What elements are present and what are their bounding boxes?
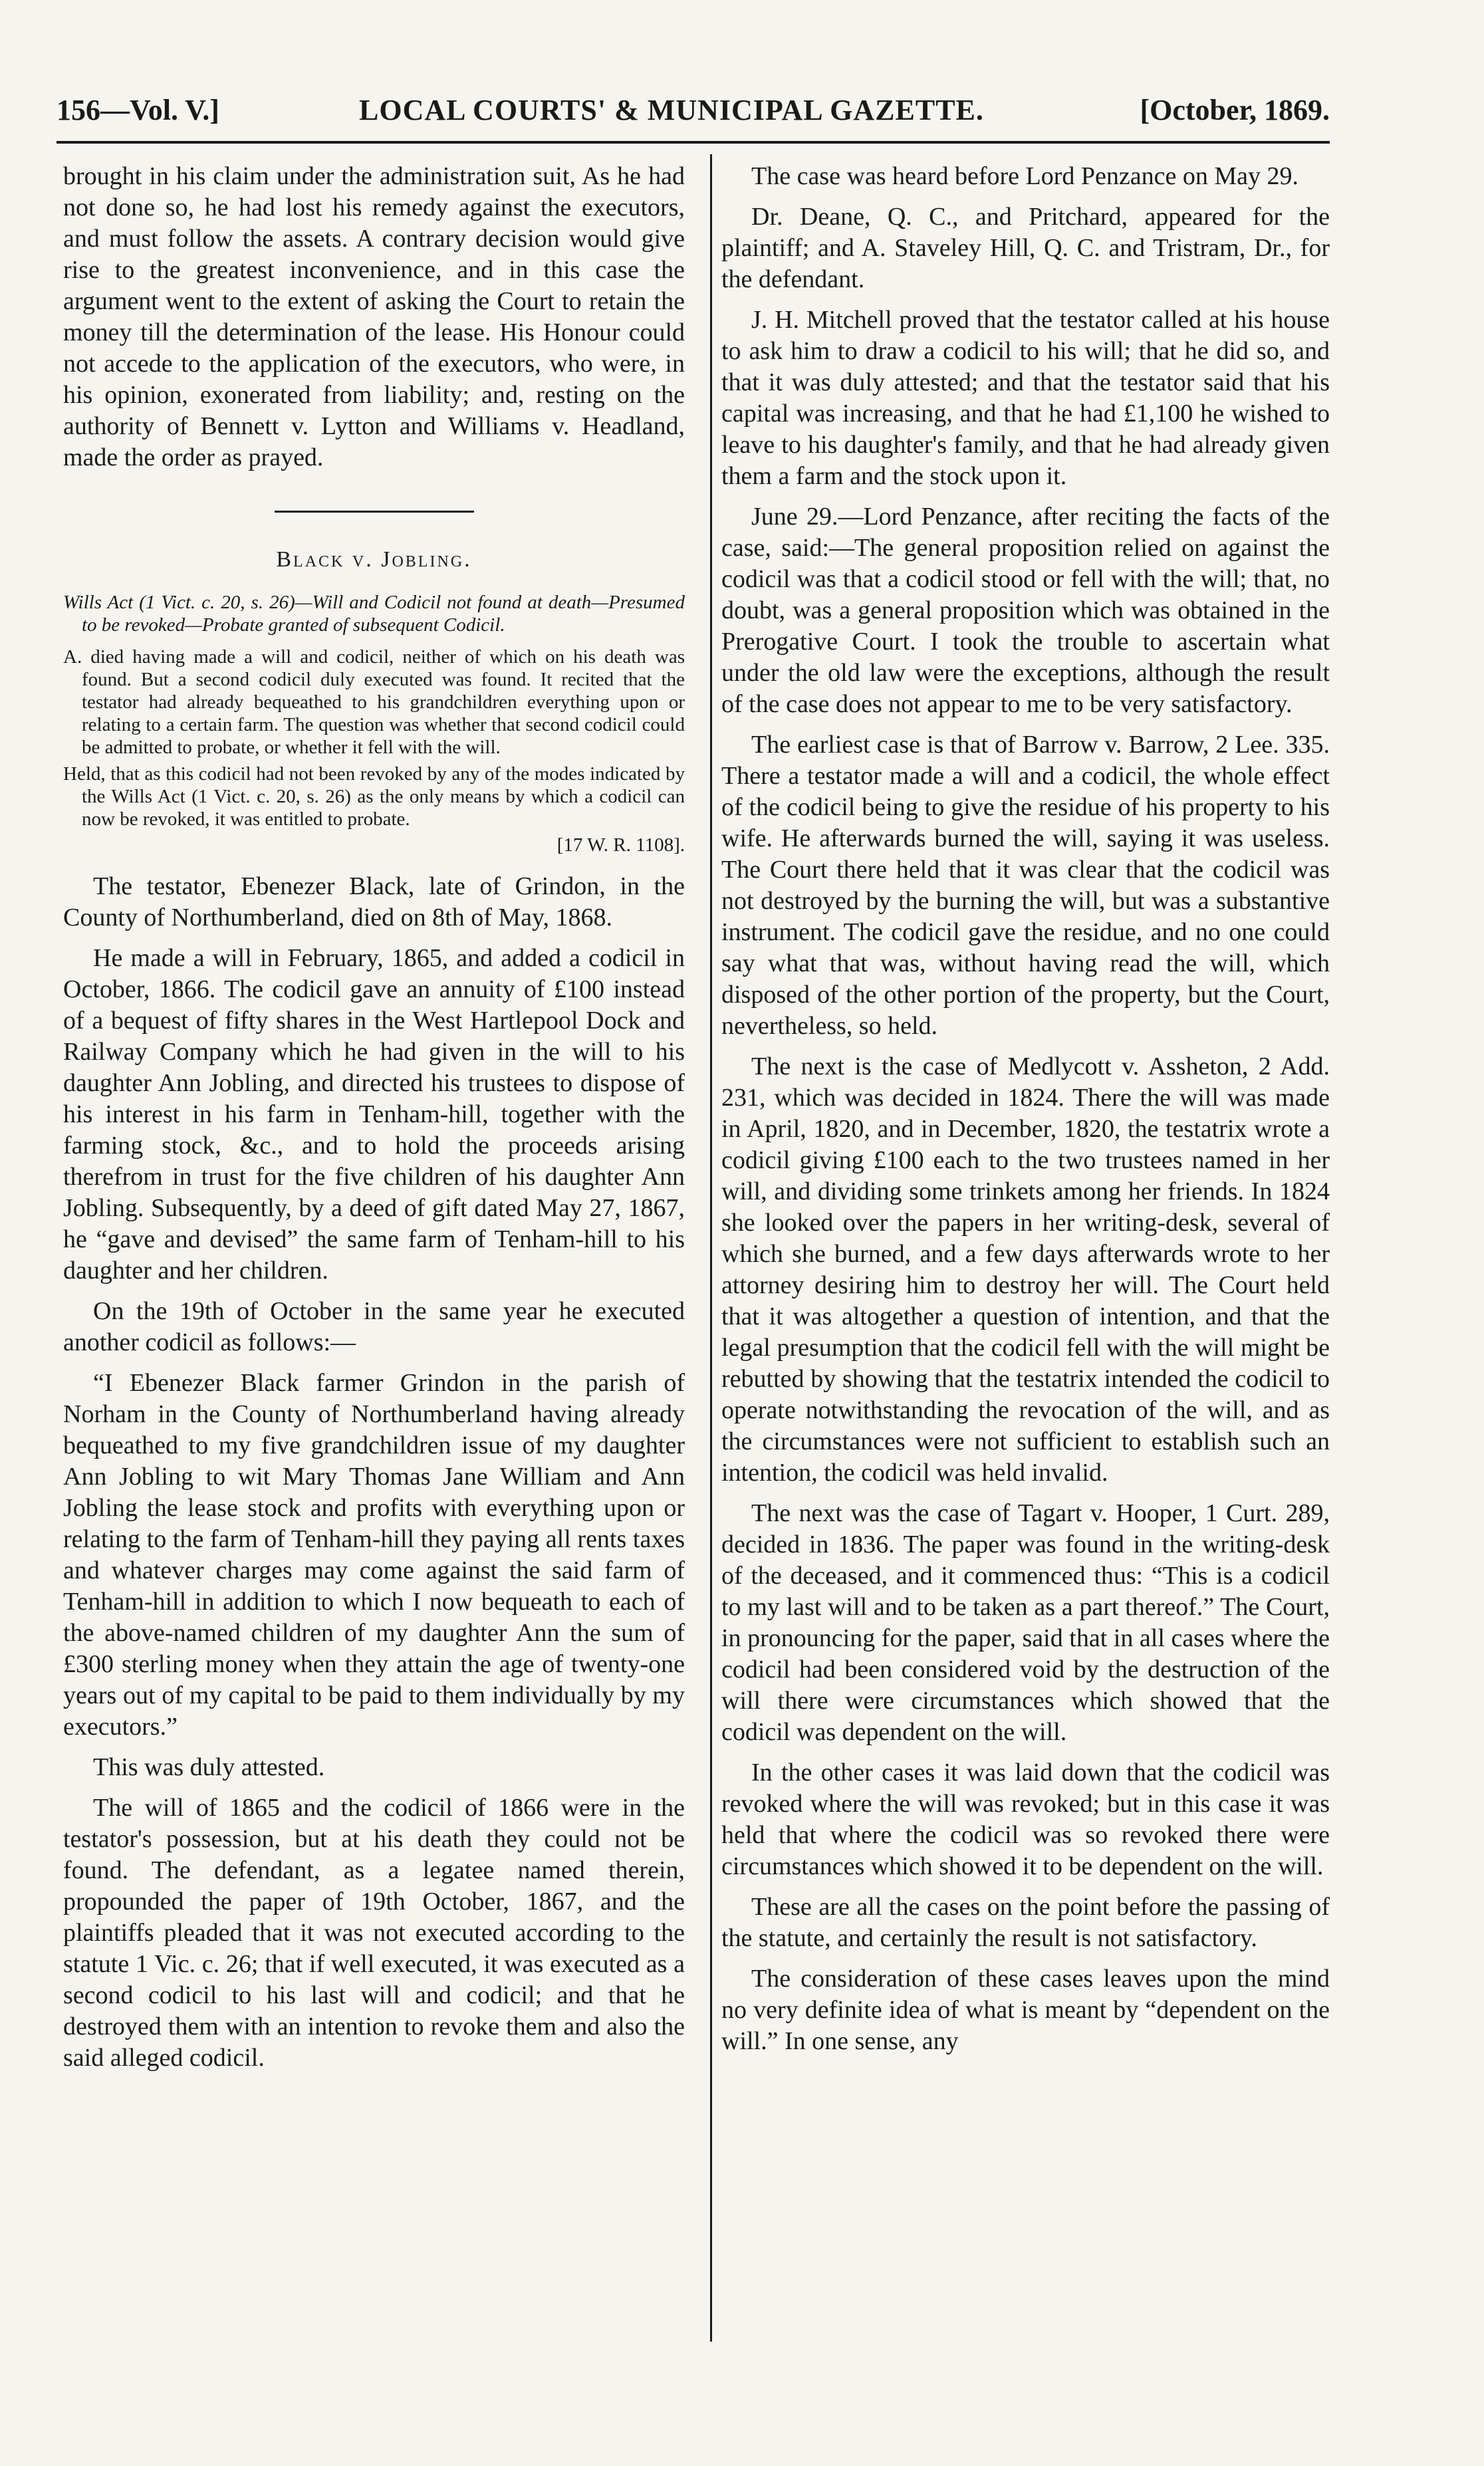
publication-title: LOCAL COURTS' & MUNICIPAL GAZETTE.	[359, 94, 984, 126]
right-paragraph-5: The earliest case is that of Barrow v. Barrow, 2 Lee. 335. There a testator made a will and a codicil, the whole effect of the codicil being to give the residue of his property to his wife. He afterwards burned the will, saying it was useless. The Court there held that it was clear that the codicil was not destroyed by the burning the will, but was a substantive instrument. The codicil gave the residue, and no one could say what that was, without having read the will, which disposed of the other portion of the property, but the Court, nevertheless, so held.	[721, 731, 1330, 1040]
right-paragraph-10: The consideration of these cases leaves upon the mind no very definite idea of what is meant by “dependent on the will.” In one sense, any	[721, 1965, 1330, 2055]
left-column	[63, 161, 685, 2083]
section-separator	[275, 511, 474, 513]
right-column	[721, 161, 1330, 2066]
case-summary-facts: A. died having made a will and codicil, neither of which on his death was found. But a second codicil duly executed was found. It recited that the testator had already bequeathed to his grandchildren everything upon or relating to a certain farm. The question was whether that second codicil could be admitted to probate, or whether it fell with the will.	[63, 646, 685, 758]
right-paragraph-4: June 29.—Lord Penzance, after reciting the facts of the case, said:—The general proposition relied on against the codicil was that a codicil stood or fell with the will; that, no doubt, was a general proposition which was obtained in the Prerogative Court. I took the trouble to ascertain what under the old law were the exceptions, although the result of the case does not appear to me to be very satisfactory.	[721, 503, 1330, 718]
report-citation: [17 W. R. 1108].	[556, 834, 685, 856]
left-paragraph-7: The will of 1865 and the codicil of 1866 were in the testator's possession, but at his death they could not be found. The defendant, as a legatee named therein, propounded the paper of 19th October, 1867, and the plaintiffs pleaded that it was not executed according to the statute 1 Vic. c. 26; that if well executed, it was executed as a second codicil to his last will and codicil; and that he destroyed them with an intention to revoke them and also the said alleged codicil.	[63, 1794, 685, 2072]
right-paragraph-6: The next is the case of Medlycott v. Assheton, 2 Add. 231, which was decided in 1824. There the will was made in April, 1820, and in December, 1820, the testatrix wrote a codicil giving £100 each to the two trustees named in her will, and dividing some trinkets among her friends. In 1824 she looked over the papers in her writing-desk, several of which she burned, and a few days afterwards wrote to her attorney desiring him to destroy her will. The Court held that it was altogether a question of intention, and that the legal presumption that the codicil fell with the will might be rebutted by showing that the testatrix intended the codicil to operate notwithstanding the revocation of the will, and as the circumstances were not sufficient to establish such an intention, the codicil was held invalid.	[721, 1052, 1330, 1487]
left-paragraph-3: He made a will in February, 1865, and added a codicil in October, 1866. The codicil gave an annuity of £100 instead of a bequest of fifty shares in the West Hartlepool Dock and Railway Company which he had given in the will to his daughter Ann Jobling, and directed his trustees to dispose of his interest in his farm in Tenham-hill, together with the farming stock, &c., and to hold the proceeds arising therefrom in trust for the five children of his daughter Ann Jobling. Subsequently, by a deed of gift dated May 27, 1867, he “gave and devised” the same farm of Tenham-hill to his daughter and her children.	[63, 944, 685, 1285]
issue-date: [October, 1869.	[1140, 94, 1330, 126]
case-summary-held: Held, that as this codicil had not been revoked by any of the modes indicated by the Wills Act (1 Vict. c. 20, s. 26) as the only means by which a codicil can now be revoked, it was entitled to probate.	[63, 763, 685, 830]
left-paragraph-1: brought in his claim under the administration suit, As he had not done so, he had lost his remedy against the executors, and must follow the assets. A contrary decision would give rise to the greatest inconvenience, and in this case the argument went to the extent of asking the Court to retain the money till the determination of the lease. His Honour could not accede to the application of the executors, who were, in his opinion, exonerated from liability; and, resting on the authority of Bennett v. Lytton and Williams v. Headland, made the order as prayed.	[63, 162, 685, 471]
left-paragraph-4: On the 19th of October in the same year he executed another codicil as follows:—	[63, 1297, 685, 1356]
right-paragraph-3: J. H. Mitchell proved that the testator called at his house to ask him to draw a codicil to his will; that he did so, and that it was duly attested; and that the testator said that his capital was increasing, and that he had £1,100 he wished to leave to his daughter's family, and that he had already given them a farm and the stock upon it.	[721, 306, 1330, 490]
right-paragraph-1: The case was heard before Lord Penzance on May 29.	[751, 162, 1298, 190]
right-paragraph-2: Dr. Deane, Q. C., and Pritchard, appeared for the plaintiff; and A. Staveley Hill, Q. C. and Tristram, Dr., for the defendant.	[721, 203, 1330, 293]
page-header	[57, 93, 1330, 133]
left-paragraph-6: This was duly attested.	[93, 1753, 325, 1781]
codicil-quotation: “I Ebenezer Black farmer Grindon in the parish of Norham in the County of Northumberland having already bequeathed to my five grandchildren issue of my daughter Ann Jobling to wit Mary Thomas Jane William and Ann Jobling the lease stock and profits with everything upon or relating to the farm of Tenham-hill they paying all rents taxes and whatever charges may come against the said farm of Tenham-hill in addition to which I now bequeath to each of the above-named children of my daughter Ann the sum of £300 sterling money when they attain the age of twenty-one years out of my capital to be paid to them individually by my executors.”	[63, 1369, 685, 1741]
page-reference: 156—Vol. V.]	[57, 94, 219, 126]
left-paragraph-2: The testator, Ebenezer Black, late of Grindon, in the County of Northumberland, died on 8th of May, 1868.	[63, 872, 685, 931]
case-headnote: Wills Act (1 Vict. c. 20, s. 26)—Will and Codicil not found at death—Presumed to be revoked—Probate granted of subsequent Codicil.	[63, 592, 685, 636]
case-title: Black v. Jobling.	[276, 547, 472, 572]
right-paragraph-8: In the other cases it was laid down that the codicil was revoked where the will was revoked; but in this case it was held that where the codicil was so revoked there were circumstances which showed it to be dependent on the will.	[721, 1759, 1330, 1880]
column-divider	[710, 154, 712, 2342]
right-paragraph-9: These are all the cases on the point before the passing of the statute, and certainly the result is not satisfactory.	[721, 1893, 1330, 1952]
header-rule	[57, 141, 1330, 144]
right-paragraph-7: The next was the case of Tagart v. Hooper, 1 Curt. 289, decided in 1836. The paper was found in the writing-desk of the deceased, and it commenced thus: “This is a codicil to my last will and to be taken as a part thereof.” The Court, in pronouncing for the paper, said that in all cases where the codicil had been considered void by the destruction of the will there were circumstances which showed that the codicil was dependent on the will.	[721, 1499, 1330, 1746]
